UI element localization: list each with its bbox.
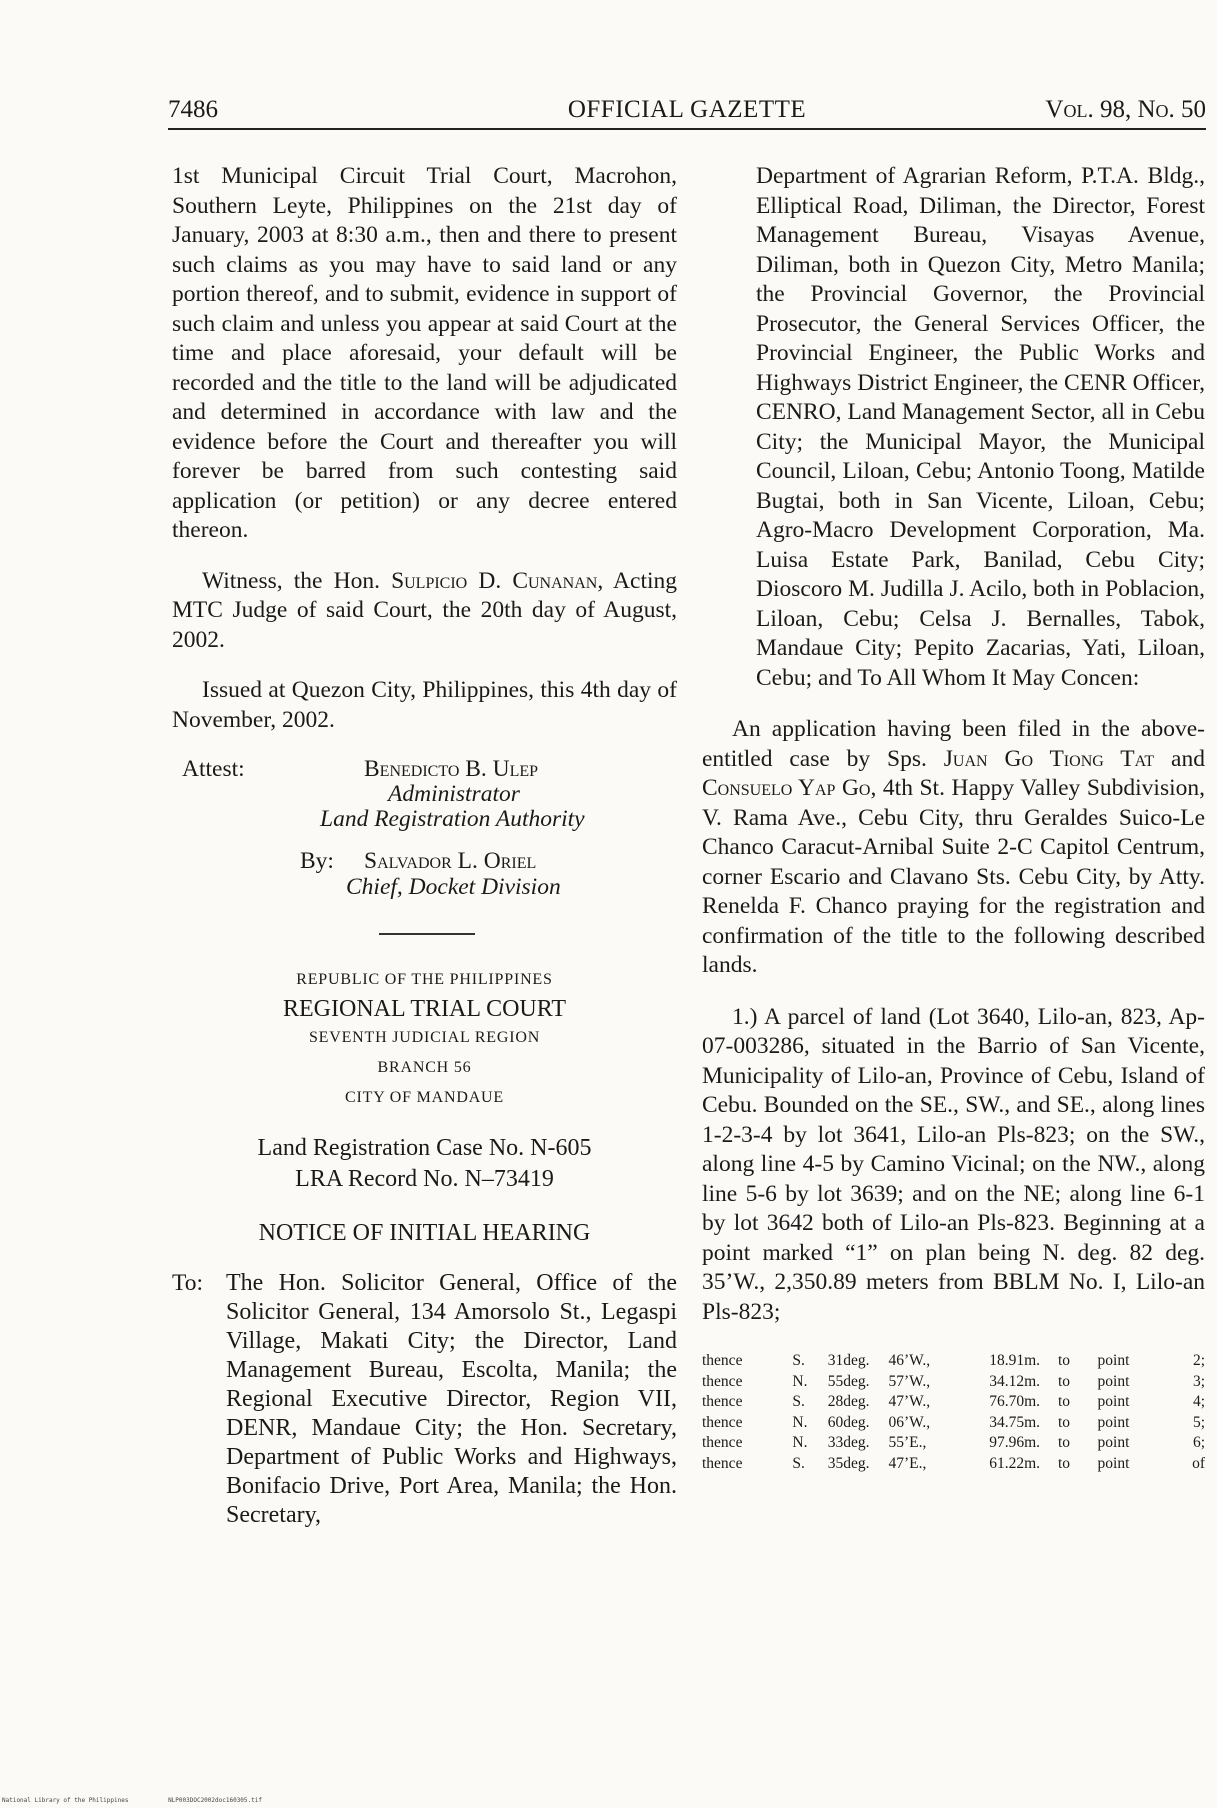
bearing-cell: 3; xyxy=(1192,1372,1205,1390)
publication-title: OFFICIAL GAZETTE xyxy=(567,96,807,123)
to-label: To: xyxy=(172,1269,203,1296)
bearing-cell: S. xyxy=(792,1352,805,1369)
bearing-cell: deg. xyxy=(843,1413,870,1431)
lra-record-number: LRA Record No. N–73419 xyxy=(295,1166,554,1192)
bearing-cell: 31 xyxy=(827,1352,844,1369)
attest-label: Attest: xyxy=(182,756,245,782)
notice-title: NOTICE OF INITIAL HEARING xyxy=(258,1220,591,1246)
scan-footer xyxy=(2,1797,298,1804)
bearing-cell: point xyxy=(1097,1413,1130,1431)
right-column xyxy=(702,162,1205,1474)
bearing-cell: 6; xyxy=(1192,1434,1205,1451)
bearing-cell: point xyxy=(1097,1454,1130,1472)
application-and: and xyxy=(1154,745,1205,772)
by-title: Chief, Docket Division xyxy=(346,874,561,900)
bearing-cell: deg. xyxy=(843,1352,870,1369)
parcel-description: 1.) A parcel of land (Lot 3640, Lilo-an, 823, Ap-07-003286, situated in the Barrio of San Vicente, Municipality of Lilo-an, Province of Cebu, Island of Cebu. Bounded on the SE., SW., and SE., along lines 1-2-3-4 by lot 3641, Lilo-an Pls-823; on the SW., along line 4-5 by Camino Vicinal; on the NW., along line 5-6 by lot 3639; and on the NE; along line 6-1 by lot 3642 both of Lilo-an Pls-823. Beginning at a point marked “1” on plan being N. deg. 82 deg. 35’W., 2,350.89 meters from BBLM No. I, Lilo-an Pls-823; xyxy=(702,1003,1205,1325)
volume-issue: Vol. 98, No. 50 xyxy=(1045,96,1206,123)
section-divider xyxy=(379,933,475,935)
bearing-cell: point xyxy=(1097,1434,1130,1451)
attest-block xyxy=(172,755,677,923)
bearing-cell: S. xyxy=(792,1454,805,1472)
bearing-cell: thence xyxy=(702,1372,743,1390)
bearing-cell: 18.91 xyxy=(989,1352,1025,1369)
bearing-row xyxy=(702,1351,1205,1372)
bearing-cell: 28 xyxy=(827,1393,844,1410)
bearing-cell: m. xyxy=(1024,1413,1041,1431)
bearing-cell: 76.70 xyxy=(989,1393,1025,1410)
republic-line: REPUBLIC OF THE PHILIPPINES xyxy=(296,971,553,988)
bearing-cell: point xyxy=(1097,1372,1130,1390)
city-line: CITY OF MANDAUE xyxy=(345,1089,504,1106)
bearing-cell: 33 xyxy=(827,1434,844,1451)
attest-agency: Land Registration Authority xyxy=(320,806,585,832)
bearing-cell: N. xyxy=(792,1372,808,1390)
bearing-cell: m. xyxy=(1024,1454,1041,1472)
bearing-cell: thence xyxy=(702,1352,743,1369)
bearing-cell: deg. xyxy=(843,1454,870,1472)
bearing-cell: to xyxy=(1058,1372,1071,1390)
bearings-table xyxy=(702,1351,1205,1474)
library-credit: National Library of the Philippines xyxy=(2,1797,129,1804)
bearing-cell: thence xyxy=(702,1393,743,1410)
bearing-cell: to xyxy=(1058,1393,1071,1410)
application-text-1: An application having been filed in the above-entitled case by Sps. xyxy=(702,716,1205,772)
issued-paragraph: Issued at Quezon City, Philippines, this 4th day of November, 2002. xyxy=(172,677,677,733)
left-column xyxy=(172,162,677,1530)
witness-judge-name: Sulpicio D. Cunanan xyxy=(391,567,598,594)
bearing-cell: N. xyxy=(792,1413,808,1431)
bearing-cell: 47’E., xyxy=(888,1454,927,1472)
case-number: Land Registration Case No. N-605 xyxy=(257,1135,592,1161)
bearing-cell: N. xyxy=(792,1434,808,1451)
bearing-cell: 5; xyxy=(1192,1413,1205,1431)
bearing-cell: 2; xyxy=(1192,1352,1205,1369)
judicial-region: SEVENTH JUDICIAL REGION xyxy=(308,1029,541,1046)
bearing-cell: m. xyxy=(1024,1352,1041,1369)
bearing-row xyxy=(702,1433,1205,1454)
application-text-2: , 4th St. Happy Valley Subdivision, V. Rama Ave., Cebu City, thru Geraldes Suico-Le Chanco Caracut-Arnibal Suite 2-C Capitol Centrum, corner Escario and Clavano Sts. Cebu City, by Atty. Renelda F. Chanco praying for the registration and confirmation of the title to the following described lands. xyxy=(702,775,1205,978)
bearing-row xyxy=(702,1454,1205,1475)
bearing-cell: deg. xyxy=(843,1393,870,1410)
witness-prefix: Witness, the Hon. xyxy=(202,567,392,594)
bearing-row xyxy=(702,1413,1205,1434)
bearing-row xyxy=(702,1392,1205,1413)
bearing-cell: thence xyxy=(702,1413,743,1431)
bearing-cell: m. xyxy=(1024,1434,1041,1451)
addressees-text: The Hon. Solicitor General, Office of the Solicitor General, 134 Amorsolo St., Legaspi Village, Makati City; the Director, Land Management Bureau, Escolta, Manila; the Regional Executive Director, Region VII, DENR, Mandaue City; the Hon. Secretary, Department of Public Works and Highways, Bonifacio Drive, Port Area, Manila; the Hon. Secretary, xyxy=(226,1269,677,1528)
bearing-cell: m. xyxy=(1024,1372,1041,1390)
bearing-cell: thence xyxy=(702,1434,743,1451)
bearing-cell: S. xyxy=(792,1393,805,1410)
continued-paragraph: 1st Municipal Circuit Trial Court, Macrohon, Southern Leyte, Philippines on the 21st day of January, 2003 at 8:30 a.m., then and there to present such claims as you may have to said land or any portion thereof, and to submit, evidence in support of such claim and unless you appear at said Court at the time and place aforesaid, your default will be recorded and the title to the land will be adjudicated and determined in accordance with law and the evidence before the Court and thereafter you will forever be barred from such contesting said application (or petition) or any decree entered thereon. xyxy=(172,163,677,543)
bearing-cell: 55’E., xyxy=(888,1434,927,1451)
court-name: REGIONAL TRIAL COURT xyxy=(283,996,566,1022)
branch-line: BRANCH 56 xyxy=(377,1059,472,1076)
bearing-cell: deg. xyxy=(843,1434,870,1451)
bearing-cell: m. xyxy=(1024,1393,1041,1410)
bearing-cell: to xyxy=(1058,1454,1071,1472)
bearing-cell: 46’W., xyxy=(888,1352,931,1369)
bearing-cell: of xyxy=(1192,1454,1205,1472)
bearing-cell: 47’W., xyxy=(888,1393,931,1410)
bearing-row xyxy=(702,1372,1205,1393)
bearing-cell: deg. xyxy=(843,1372,870,1390)
application-paragraph xyxy=(702,715,1205,981)
bearing-cell: 61.22 xyxy=(989,1454,1025,1472)
bearing-cell: 57’W., xyxy=(888,1372,931,1390)
bearing-cell: point xyxy=(1097,1393,1130,1410)
attest-name: Benedicto B. Ulep xyxy=(364,756,539,782)
case-numbers xyxy=(172,1133,677,1195)
addressees-continued: Department of Agrarian Reform, P.T.A. Bldg., Elliptical Road, Diliman, the Director, Forest Management Bureau, Visayas Avenue, Diliman, both in Quezon City, Metro Manila; the Provincial Governor, the Provincial Prosecutor, the General Services Officer, the Provincial Engineer, the Public Works and Highways District Engineer, the CENR Officer, CENRO, Land Management Sector, all in Cebu City; the Municipal Mayor, the Municipal Council, Liloan, Cebu; Antonio Toong, Matilde Bugtai, both in San Vicente, Liloan, Cebu; Agro-Macro Development Corporation, Ma. Luisa Estate Park, Banilad, Cebu City; Dioscoro M. Judilla J. Acilo, both in Poblacion, Liloan, Cebu; Celsa J. Bernalles, Tabok, Mandaue City; Pepito Zacarias, Yati, Liloan, Cebu; and To All Whom It May Concen: xyxy=(756,163,1205,691)
bearing-cell: 06’W., xyxy=(888,1413,931,1431)
by-name: Salvador L. Oriel xyxy=(364,848,537,874)
page-header xyxy=(168,92,1206,130)
bearing-cell: to xyxy=(1058,1434,1071,1451)
bearing-cell: point xyxy=(1097,1352,1130,1369)
applicant-2: Consuelo Yap Go xyxy=(702,775,871,801)
file-reference: NLP003DOC2002doc160305.tif xyxy=(168,1797,262,1804)
bearing-cell: 97.96 xyxy=(989,1434,1025,1451)
bearing-cell: 34.12 xyxy=(989,1372,1025,1390)
bearing-cell: 35 xyxy=(827,1454,844,1472)
court-caption xyxy=(172,965,677,1113)
bearing-cell: 55 xyxy=(827,1372,844,1390)
bearing-cell: to xyxy=(1058,1352,1071,1369)
addressees-block xyxy=(172,1269,677,1530)
by-label: By: xyxy=(300,848,334,874)
bearing-cell: 4; xyxy=(1192,1393,1205,1410)
attest-title: Administrator xyxy=(388,781,520,807)
bearing-cell: thence xyxy=(702,1454,743,1472)
applicant-1: Juan Go Tiong Tat xyxy=(943,745,1155,772)
page-number: 7486 xyxy=(168,96,218,123)
bearing-cell: 34.75 xyxy=(989,1413,1025,1431)
bearing-cell: 60 xyxy=(827,1413,844,1431)
bearing-cell: to xyxy=(1058,1413,1071,1431)
witness-suffix: , Acting MTC Judge of said Court, the 20th day of August, 2002. xyxy=(172,567,678,653)
witness-paragraph xyxy=(172,567,677,656)
